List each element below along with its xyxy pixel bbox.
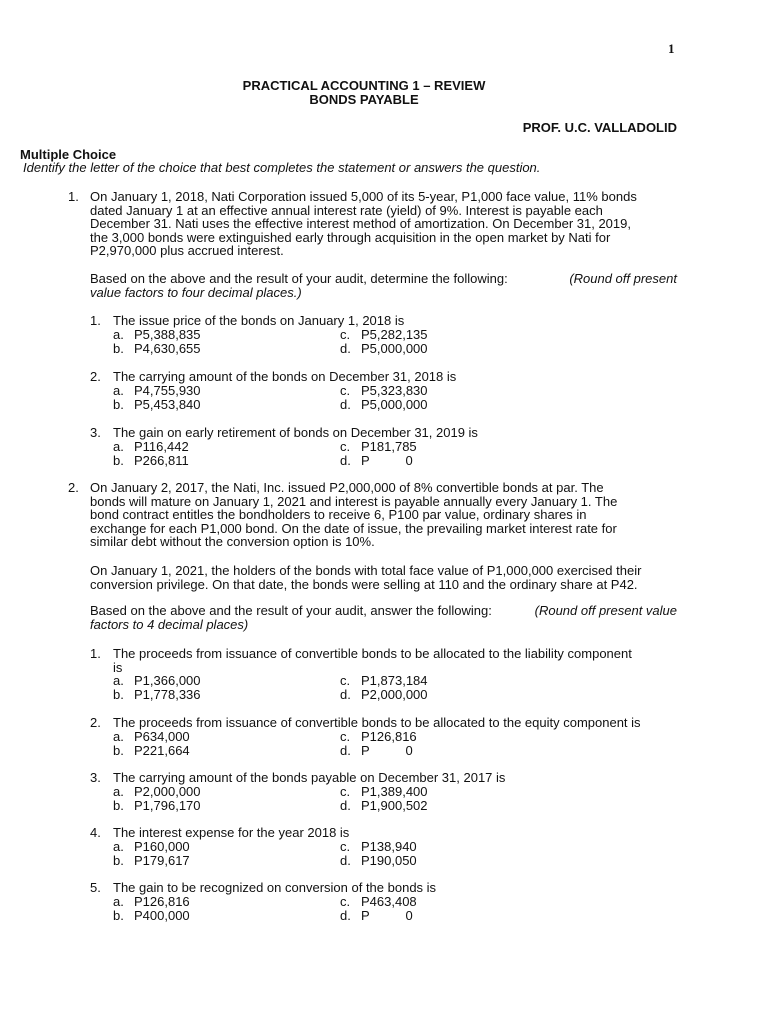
problem-line: the 3,000 bonds were extinguished early through acquisition in the open market by Nati for bbox=[90, 229, 611, 245]
problem-number: 1. bbox=[68, 189, 79, 204]
document-subtitle: BONDS PAYABLE bbox=[309, 92, 419, 107]
problem-line: On January 1, 2018, Nati Corporation issued 5,000 of its 5-year, P1,000 face value, 11% bonds bbox=[90, 189, 637, 204]
problem-statement bbox=[90, 190, 677, 258]
problem-line: December 31. Nati uses the effective interest method of amortization. On December 31, 2019, bbox=[90, 216, 631, 232]
directive: Based on the above and the result of your audit, answer the following: (Round off present value bbox=[90, 603, 677, 618]
directive-note-cont: value factors to four decimal places.) bbox=[90, 285, 302, 300]
problem-line: bond contract entitles the bondholders to receive 6, P100 par value, ordinary shares in bbox=[90, 507, 587, 523]
directive-note: (Round off present value bbox=[534, 603, 677, 618]
problem-line: P2,970,000 plus accrued interest. bbox=[90, 243, 284, 259]
document-page: 1 PRACTICAL ACCOUNTING 1 – REVIEW BONDS PAYABLE PROF. U.C. VALLADOLID Multiple Choice Identify the letter of the choice that best completes the statement or answers the question. 1. On January 1, 2018, Nati Corporation issued 5,000 of its 5-year, P1,000 face value, 11% bonds dated January 1 at an effective annual interest rate (yield) of 9%. Interest is payable each December 31. Nati uses the effective interest method of amortization. On December 31, 2019, the 3,000 bonds were extinguished early through acquisition in the open market by Nati for P2,970,000 plus accrued interest. Based on the above and the result of your audit, determine the following: (Round off present value factors to four decimal places.) 1. The issue price of the bonds on January 1, 2018 is a. P5,388,835 c. P5,282,135 b. P4,630,655 d. P5,000,000 2. The carrying amount of the bonds on December 31, 2018 is a. P4,755,930 c. P5,323,830 b. P5,453,840 d. P5,000,000 3. The gain on early retirement of bonds on December 31, 2019 is a. P116,442 c. P181,785 b. P266,811 d. P 0 2. On January 2, 2017, the Nati, Inc. issued P2,000,000 of 8% convertible bonds at par. The bonds will mature on January 1, 2021 and interest is payable annually every January 1. The bond contract entitles the bondholders to receive 6, P100 par value, ordinary shares in exchange for each P1,000 bond. On the date of issue, the prevailing market interest rate for similar debt without the conversion option is 10%. On January 1, 2021, the holders of the bonds with total face value of P1,000,000 exercised their conversion privilege. On that date, the bonds were selling at 110 and the ordinary share at P42. Based on the above and the result of your audit, answer the following: (Round off present value factors to 4 decimal places) 1. The proceeds from issuance of convertible bonds to be allocated to the liability component is a. P1,366,000 c. P1,873,184 b. P1,778,336 d. P2,000,000 2. The proceeds from issuance of convertible bonds to be allocated to the equity component is a. P634,000 c. P126,816 b. P221,664 d. P 0 3. The carrying amount of the bonds payable on December 31, 2017 is a. P2,000,000 c. P1,389,400 b. P1,796,170 d. P1,900,502 4. The interest expense for the year 2018 is a. P160,000 c. P138,940 b. P179,617 d. P190,050 5. The gain to be recognized on conversion of the bonds is a. P126,816 c. P463,408 b. P400,000 d. P 0 bbox=[0, 0, 768, 1024]
problem-line: similar debt without the conversion option is 10%. bbox=[90, 534, 375, 550]
directive-note-cont: factors to 4 decimal places) bbox=[90, 617, 249, 632]
author-name: PROF. U.C. VALLADOLID bbox=[522, 120, 677, 135]
instructions: Identify the letter of the choice that best completes the statement or answers the question. bbox=[23, 160, 541, 175]
problem-line: bonds will mature on January 1, 2021 and interest is payable annually every January 1. The bbox=[90, 493, 618, 509]
document-title: PRACTICAL ACCOUNTING 1 – REVIEW bbox=[242, 78, 486, 93]
problem-line: dated January 1 at an effective annual interest rate (yield) of 9%. Interest is payable each bbox=[90, 202, 603, 218]
problem-statement-2 bbox=[90, 564, 677, 591]
problem-statement bbox=[90, 481, 677, 549]
problem-line: On January 2, 2017, the Nati, Inc. issued P2,000,000 of 8% convertible bonds at par. The bbox=[90, 480, 604, 495]
page-number: 1 bbox=[668, 41, 675, 56]
directive-note: (Round off present bbox=[569, 271, 677, 286]
problem-line: conversion privilege. On that date, the bonds were selling at 110 and the ordinary share at P42. bbox=[90, 576, 638, 592]
problem-line: exchange for each P1,000 bond. On the date of issue, the prevailing market interest rate for bbox=[90, 520, 617, 536]
directive: Based on the above and the result of your audit, determine the following: (Round off present bbox=[90, 271, 677, 286]
problem-line: On January 1, 2021, the holders of the bonds with total face value of P1,000,000 exercised their bbox=[90, 563, 642, 578]
problem-number: 2. bbox=[68, 480, 79, 495]
section-heading: Multiple Choice bbox=[20, 147, 117, 162]
